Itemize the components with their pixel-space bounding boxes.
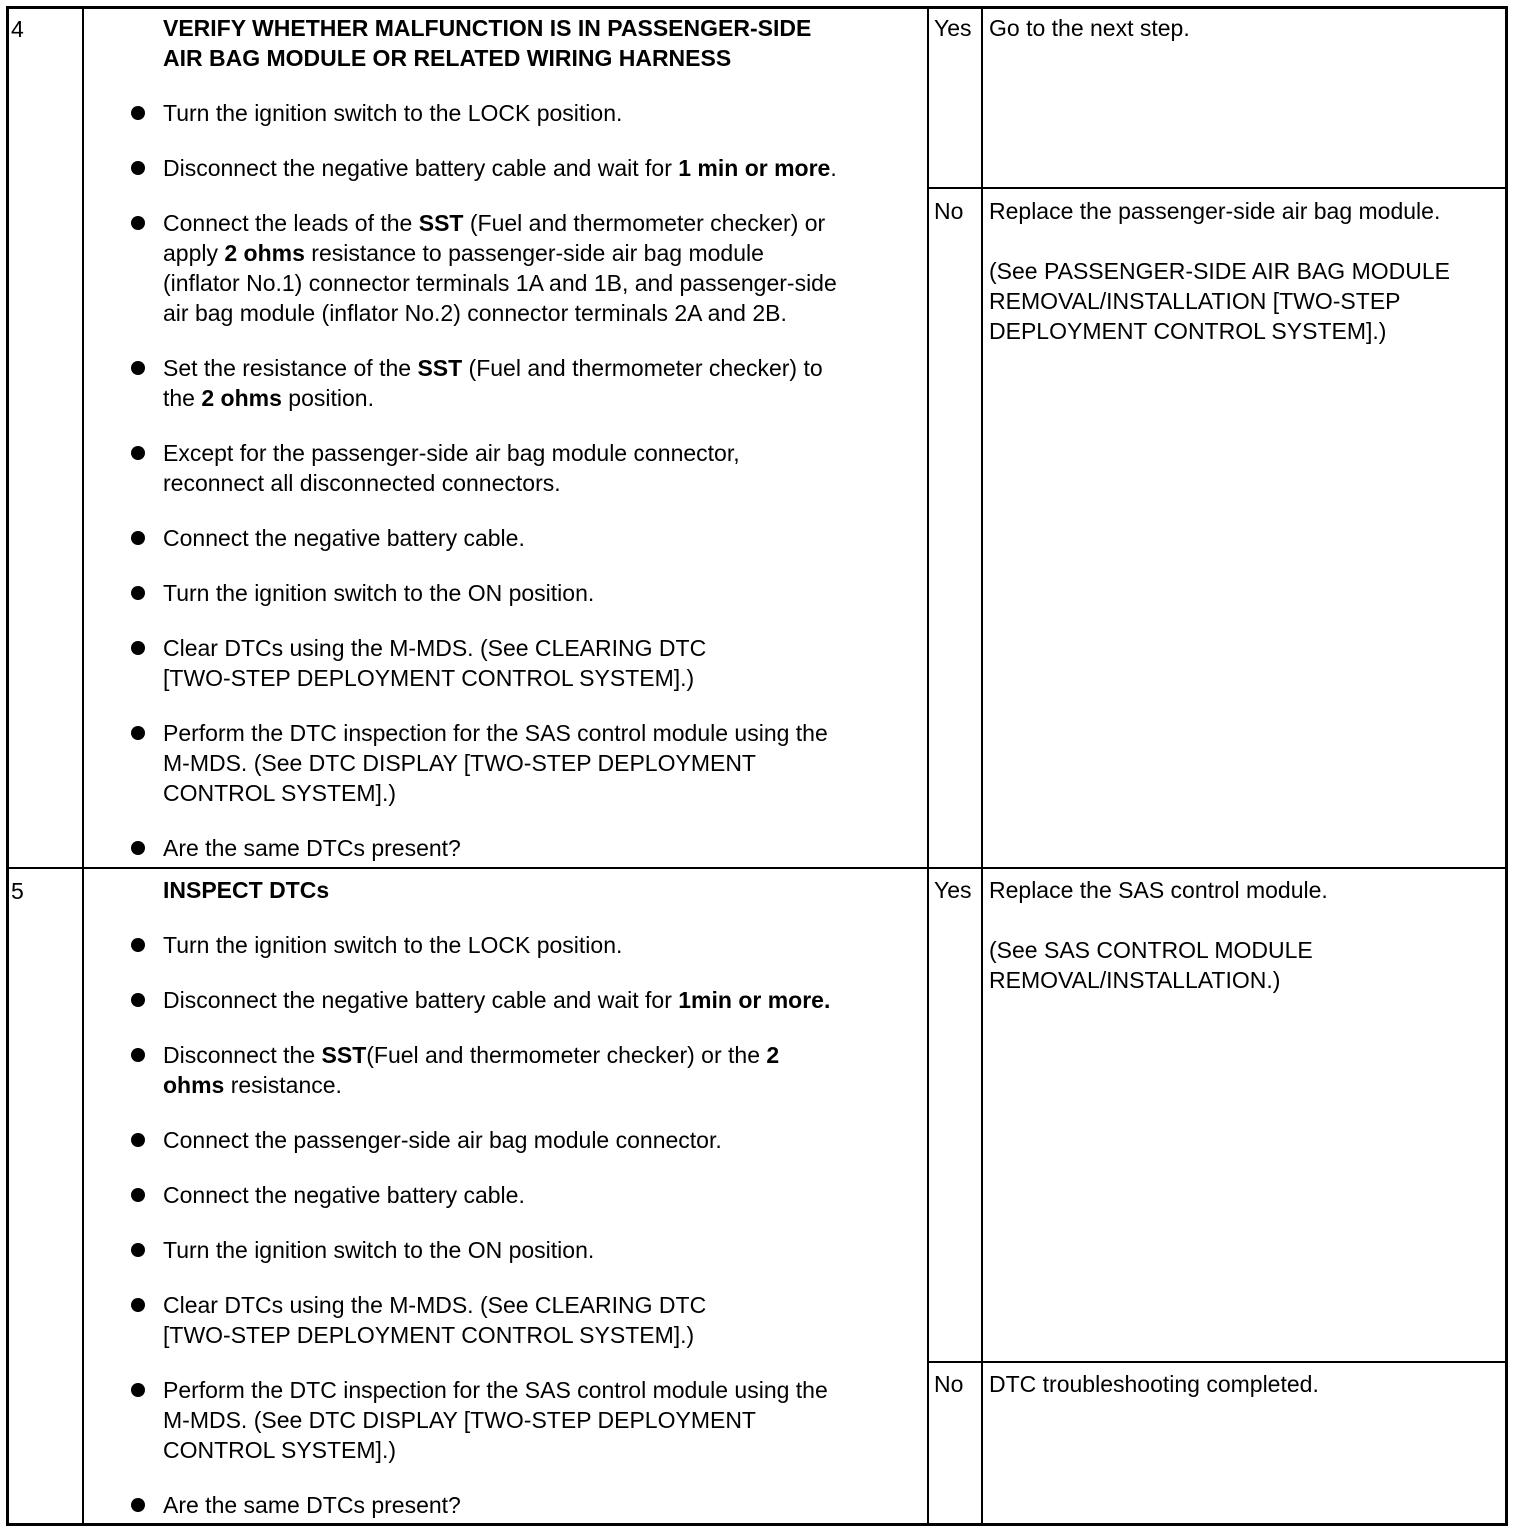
bullet-icon (131, 993, 145, 1007)
action-text: Turn the ignition switch to the LOCK position. (163, 100, 623, 126)
outcome-divider-step-4 (927, 187, 1507, 189)
action-text: Are the same DTCs present? (163, 1492, 461, 1518)
bullet-icon (131, 841, 145, 855)
step-action (163, 1040, 913, 1100)
action-text: Connect the negative battery cable. (163, 525, 525, 551)
table-border-left (6, 6, 9, 1526)
action-text: (Fuel and thermometer checker) or the (366, 1042, 767, 1068)
step-number: 4 (11, 16, 24, 42)
action-text: Except for the passenger-side air bag module connector, reconnect all disconnected connectors. (163, 440, 740, 496)
step-action (163, 98, 913, 128)
step-heading: VERIFY WHETHER MALFUNCTION IS IN PASSENGER-SIDE AIR BAG MODULE OR RELATED WIRING HARNESS (163, 15, 812, 71)
action-text: Disconnect the negative battery cable and wait for (163, 155, 679, 181)
answer-yes: Yes (934, 877, 972, 903)
step-action (163, 930, 913, 960)
action-text: (Fuel and thermometer checker) to the (163, 355, 823, 411)
bullet-icon (131, 1048, 145, 1062)
result-yes: Replace the SAS control module. (See SAS CONTROL MODULE REMOVAL/INSTALLATION.) (989, 877, 1328, 993)
step-action (163, 1235, 913, 1265)
emphasis-text: 1 min or more (678, 155, 831, 181)
emphasis-text: SST (418, 210, 464, 236)
emphasis-text: SST (417, 355, 463, 381)
outcome-divider-step-5 (927, 1361, 1507, 1363)
column-divider-action (927, 6, 929, 1526)
emphasis-text: SST (321, 1042, 367, 1068)
action-text: . (830, 155, 837, 181)
step-action (163, 353, 913, 413)
step-heading: INSPECT DTCs (163, 877, 330, 903)
action-text: Are the same DTCs present? (163, 835, 461, 861)
bullet-icon (131, 446, 145, 460)
column-divider-answer (981, 6, 983, 1526)
action-text: Perform the DTC inspection for the SAS control module using the M-MDS. (See DTC DISPLAY [TWO-STEP DEPLOYMENT CONTROL SYSTEM].) (163, 720, 828, 806)
bullet-icon (131, 106, 145, 120)
action-text: Connect the negative battery cable. (163, 1182, 525, 1208)
answer-no: No (934, 1371, 964, 1397)
action-text: Turn the ignition switch to the ON position. (163, 1237, 595, 1263)
step-action (163, 1490, 913, 1520)
action-text: Clear DTCs using the M-MDS. (See CLEARING DTC [TWO-STEP DEPLOYMENT CONTROL SYSTEM].) (163, 635, 707, 691)
bullet-icon (131, 1243, 145, 1257)
bullet-icon (131, 161, 145, 175)
action-text: Turn the ignition switch to the ON position. (163, 580, 595, 606)
action-text: Disconnect the (163, 1042, 322, 1068)
step-action (163, 578, 913, 608)
action-text: Disconnect the negative battery cable and wait for (163, 987, 679, 1013)
action-text: resistance to passenger-side air bag module (inflator No.1) connector terminals 1A and 1B, and passenger-side air bag module (inflator No.2) connector terminals 2A and 2B. (163, 240, 837, 326)
bullet-icon (131, 1298, 145, 1312)
emphasis-text: 2 ohms (224, 240, 305, 266)
step-action (163, 438, 913, 498)
step-action (163, 208, 913, 328)
result-no: Replace the passenger-side air bag module. (See PASSENGER-SIDE AIR BAG MODULE REMOVAL/INSTALLATION [TWO-STEP DEPLOYMENT CONTROL SYSTEM].) (989, 198, 1450, 344)
row-divider-step-4-5 (6, 867, 1508, 869)
action-text: Turn the ignition switch to the LOCK position. (163, 932, 623, 958)
table-border-right (1505, 6, 1508, 1526)
step-action (163, 153, 913, 183)
table-border-top (6, 6, 1508, 9)
bullet-icon (131, 1188, 145, 1202)
bullet-icon (131, 586, 145, 600)
action-text: Clear DTCs using the M-MDS. (See CLEARING DTC [TWO-STEP DEPLOYMENT CONTROL SYSTEM].) (163, 1292, 707, 1348)
bullet-icon (131, 1133, 145, 1147)
answer-no: No (934, 198, 964, 224)
action-text: Connect the passenger-side air bag module connector. (163, 1127, 722, 1153)
table-border-bottom (6, 1523, 1508, 1526)
bullet-icon (131, 1498, 145, 1512)
step-action (163, 718, 913, 808)
step-action (163, 1290, 913, 1350)
bullet-icon (131, 1383, 145, 1397)
bullet-icon (131, 531, 145, 545)
action-text: (Fuel and thermometer checker) or apply (163, 210, 826, 266)
column-divider-step (82, 6, 84, 1526)
emphasis-text: 1min or more. (678, 987, 831, 1013)
bullet-icon (131, 216, 145, 230)
step-action (163, 523, 913, 553)
step-action (163, 833, 913, 863)
step-action (163, 633, 913, 693)
bullet-icon (131, 641, 145, 655)
step-action (163, 985, 913, 1015)
action-text: resistance. (224, 1072, 342, 1098)
bullet-icon (131, 726, 145, 740)
result-no: DTC troubleshooting completed. (989, 1371, 1319, 1397)
action-text: Set the resistance of the (163, 355, 418, 381)
bullet-icon (131, 938, 145, 952)
action-text: Connect the leads of the (163, 210, 419, 236)
answer-yes: Yes (934, 15, 972, 41)
action-text: Perform the DTC inspection for the SAS control module using the M-MDS. (See DTC DISPLAY [TWO-STEP DEPLOYMENT CONTROL SYSTEM].) (163, 1377, 828, 1463)
step-action (163, 1125, 913, 1155)
step-action (163, 1180, 913, 1210)
bullet-icon (131, 361, 145, 375)
step-action (163, 1375, 913, 1465)
emphasis-text: 2 ohms (201, 385, 282, 411)
step-number: 5 (11, 878, 24, 904)
action-text: position. (281, 385, 374, 411)
result-yes: Go to the next step. (989, 15, 1190, 41)
emphasis-text: 2 ohms (163, 1042, 780, 1098)
